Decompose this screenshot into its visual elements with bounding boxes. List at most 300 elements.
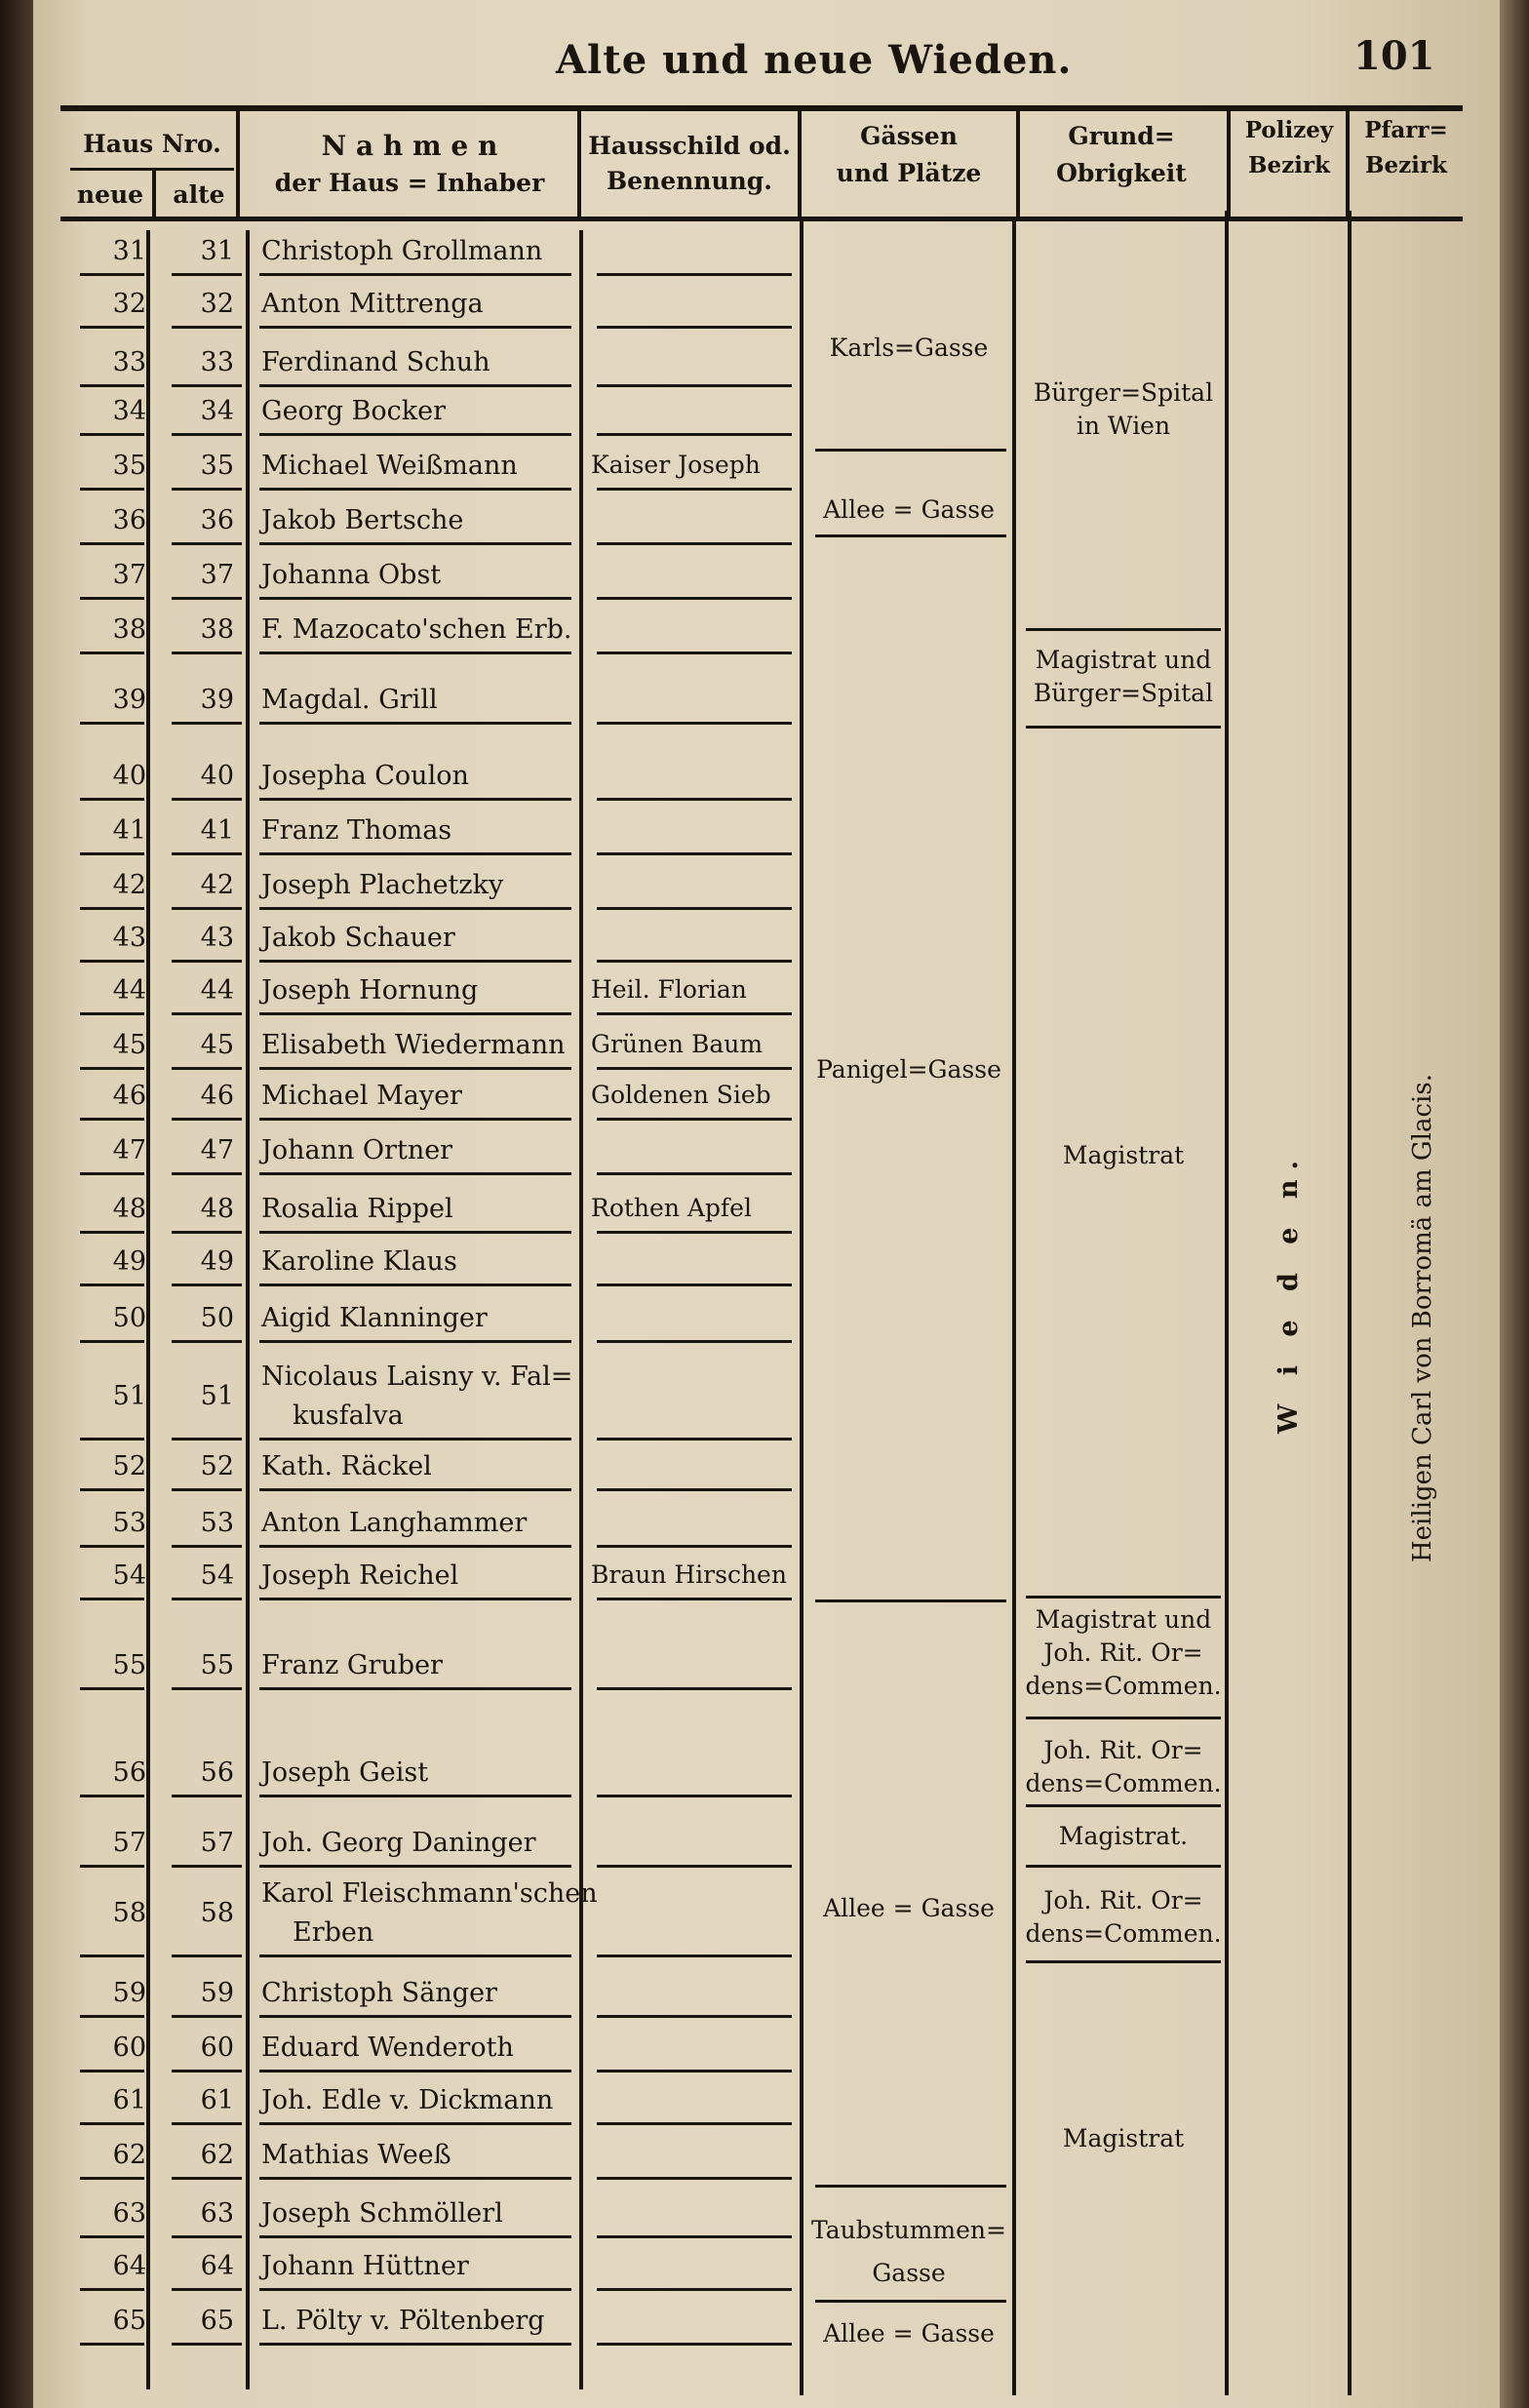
col-line-name [579, 230, 583, 2389]
row-rule-alte [172, 651, 242, 654]
house-number-neue: 48 [112, 1194, 146, 1224]
row-rule-neue [80, 488, 144, 491]
owner-name: Joh. Georg Daninger [261, 1828, 536, 1858]
house-number-neue: 65 [112, 2306, 146, 2336]
house-number-alte: 36 [200, 505, 234, 535]
row-rule-alte [172, 2070, 242, 2072]
house-number-neue: 47 [112, 1135, 146, 1165]
row-rule-neue [80, 2177, 144, 2180]
page-number: 101 [1353, 33, 1435, 79]
owner-name: Mathias Weeß [261, 2140, 451, 2170]
row-rule-alte [172, 1118, 242, 1121]
grund-rule [1026, 1960, 1221, 1963]
col-line-polizey [1348, 211, 1352, 2395]
house-sign: Braun Hirschen [591, 1560, 787, 1589]
row-rule-schild [597, 852, 792, 855]
header-schild: Hausschild od. [588, 132, 791, 160]
house-number-neue: 33 [112, 347, 146, 377]
row-rule-schild [597, 326, 792, 329]
row-rule-schild [597, 651, 792, 654]
row-rule-alte [172, 1340, 242, 1343]
row-rule-alte [172, 1795, 242, 1797]
col-line-gassen [1012, 220, 1016, 2395]
house-number-alte: 58 [200, 1898, 234, 1928]
owner-name: Karoline Klaus [261, 1246, 457, 1277]
row-rule-name [259, 1118, 571, 1121]
grund-label: Magistrat. [1058, 1822, 1189, 1850]
book-spine [0, 0, 33, 2408]
row-rule-neue [80, 1172, 144, 1175]
house-number-alte: 57 [200, 1828, 234, 1858]
house-number-alte: 46 [200, 1081, 234, 1111]
row-rule-schild [597, 1545, 792, 1548]
gasse-rule [815, 2300, 1006, 2303]
hdr-div-4 [798, 111, 802, 218]
row-rule-name [259, 1340, 571, 1343]
row-rule-alte [172, 852, 242, 855]
grund-label: Magistrat [1062, 2124, 1185, 2152]
owner-name: Johann Ortner [261, 1135, 453, 1165]
row-rule-neue [80, 907, 144, 910]
owner-name: Jakob Bertsche [261, 505, 464, 535]
owner-name: Christoph Grollmann [261, 236, 543, 266]
owner-name: Franz Gruber [261, 1650, 443, 1680]
house-number-neue: 57 [112, 1828, 146, 1858]
grund-rule [1026, 1596, 1221, 1599]
row-rule-name [259, 1067, 571, 1070]
row-rule-neue [80, 1545, 144, 1548]
row-rule-schild [597, 2343, 792, 2346]
house-number-alte: 52 [200, 1451, 234, 1481]
row-rule-name [259, 907, 571, 910]
header-bottom-rule [60, 217, 1463, 221]
row-rule-neue [80, 1795, 144, 1797]
row-rule-schild [597, 1118, 792, 1121]
row-rule-alte [172, 960, 242, 963]
row-rule-name [259, 1172, 571, 1175]
gasse-rule [815, 449, 1006, 452]
row-rule-schild [597, 597, 792, 600]
house-number-alte: 31 [200, 236, 234, 266]
row-rule-neue [80, 1283, 144, 1286]
gasse-rule [815, 1599, 1006, 1602]
grund-rule [1026, 1717, 1221, 1719]
owner-name: Karol Fleischmann'schen [261, 1878, 598, 1909]
owner-name: Ferdinand Schuh [261, 347, 490, 377]
grund-label: Magistrat und Bürger=Spital [1033, 646, 1214, 707]
gasse-rule [815, 534, 1006, 537]
row-rule-alte [172, 2177, 242, 2180]
house-number-neue: 38 [112, 614, 146, 645]
owner-name: Joseph Schmöllerl [261, 2198, 503, 2229]
header-grund: Grund= [1068, 122, 1175, 150]
house-number-alte: 51 [200, 1381, 234, 1411]
owner-name: Eduard Wenderoth [261, 2033, 514, 2063]
row-rule-alte [172, 542, 242, 545]
owner-name: Rosalia Rippel [261, 1194, 453, 1224]
gasse-label: Panigel=Gasse [816, 1055, 1001, 1084]
row-rule-name [259, 1488, 571, 1491]
hdr-div-2 [236, 111, 240, 218]
row-rule-alte [172, 1012, 242, 1015]
header-nahmen-sub: der Haus = Inhaber [274, 169, 545, 197]
row-rule-schild [597, 1488, 792, 1491]
row-rule-schild [597, 907, 792, 910]
row-rule-neue [80, 722, 144, 725]
row-rule-name [259, 2235, 571, 2238]
house-number-neue: 46 [112, 1081, 146, 1111]
row-rule-alte [172, 384, 242, 387]
house-number-alte: 64 [200, 2251, 234, 2281]
house-number-neue: 49 [112, 1246, 146, 1277]
owner-name: Georg Bocker [261, 396, 447, 426]
row-rule-alte [172, 597, 242, 600]
house-number-alte: 33 [200, 347, 234, 377]
row-rule-alte [172, 1687, 242, 1690]
page-title: Alte und neue Wieden. [556, 37, 1073, 83]
owner-name: Nicolaus Laisny v. Fal= [261, 1362, 573, 1392]
header-polizey-sub: Bezirk [1248, 152, 1330, 178]
owner-name: Elisabeth Wiedermann [261, 1030, 566, 1060]
row-rule-schild [597, 1598, 792, 1600]
col-line-grund [1225, 211, 1229, 2395]
house-number-alte: 59 [200, 1978, 234, 2008]
house-number-neue: 56 [112, 1757, 146, 1788]
house-number-alte: 50 [200, 1303, 234, 1333]
row-rule-alte [172, 798, 242, 801]
house-number-alte: 56 [200, 1757, 234, 1788]
row-rule-alte [172, 433, 242, 436]
owner-name: Michael Mayer [261, 1081, 462, 1111]
row-rule-alte [172, 1545, 242, 1548]
house-sign: Heil. Florian [591, 975, 747, 1004]
pfarr-bezirk-text: Heiligen Carl von Borromä am Glacis. [1408, 1074, 1437, 1562]
row-rule-alte [172, 326, 242, 329]
row-rule-schild [597, 1067, 792, 1070]
header-gassen: Gässen [860, 122, 958, 150]
house-number-neue: 32 [112, 289, 146, 319]
header-alte: alte [173, 180, 225, 209]
row-rule-name [259, 1598, 571, 1600]
owner-name-cont: Erben [293, 1917, 374, 1948]
grund-label: Joh. Rit. Or= dens=Commen. [1025, 1886, 1222, 1948]
house-number-alte: 65 [200, 2306, 234, 2336]
row-rule-neue [80, 2015, 144, 2018]
row-rule-name [259, 2122, 571, 2125]
row-rule-schild [597, 2070, 792, 2072]
grund-rule [1026, 1804, 1221, 1807]
row-rule-alte [172, 907, 242, 910]
row-rule-name [259, 1954, 571, 1957]
header-neue: neue [76, 180, 144, 209]
row-rule-alte [172, 722, 242, 725]
house-number-alte: 41 [200, 815, 234, 846]
house-number-alte: 40 [200, 761, 234, 791]
row-rule-alte [172, 2122, 242, 2125]
house-number-alte: 61 [200, 2085, 234, 2115]
gasse-label: Allee = Gasse [823, 495, 995, 524]
house-number-alte: 34 [200, 396, 234, 426]
col-line-alte [246, 230, 250, 2389]
house-number-neue: 53 [112, 1508, 146, 1538]
house-number-neue: 44 [112, 975, 146, 1006]
house-number-alte: 54 [200, 1560, 234, 1591]
grund-rule [1026, 628, 1221, 631]
grund-label: Magistrat [1062, 1141, 1185, 1169]
row-rule-alte [172, 1172, 242, 1175]
row-rule-alte [172, 1598, 242, 1600]
row-rule-name [259, 852, 571, 855]
header-gassen-sub: und Plätze [836, 159, 982, 187]
row-rule-name [259, 273, 571, 276]
gasse-label: Karls=Gasse [829, 334, 989, 362]
house-number-neue: 63 [112, 2198, 146, 2229]
row-rule-neue [80, 1598, 144, 1600]
row-rule-schild [597, 722, 792, 725]
row-rule-name [259, 1438, 571, 1441]
row-rule-schild [597, 542, 792, 545]
row-rule-name [259, 2015, 571, 2018]
owner-name: Jakob Schauer [261, 923, 455, 953]
row-rule-neue [80, 798, 144, 801]
row-rule-schild [597, 384, 792, 387]
polizey-bezirk-text: W i e d e n. [1274, 1151, 1304, 1434]
header-nahmen: N a h m e n [321, 130, 498, 162]
house-number-neue: 45 [112, 1030, 146, 1060]
owner-name: Anton Langhammer [261, 1508, 528, 1538]
row-rule-neue [80, 2235, 144, 2238]
row-rule-alte [172, 273, 242, 276]
owner-name: Franz Thomas [261, 815, 452, 846]
house-number-alte: 42 [200, 870, 234, 900]
row-rule-name [259, 384, 571, 387]
gasse-label: Taubstummen= Gasse [811, 2216, 1006, 2287]
row-rule-schild [597, 1012, 792, 1015]
row-rule-name [259, 798, 571, 801]
house-number-neue: 35 [112, 451, 146, 481]
book-edge [1500, 0, 1529, 2408]
row-rule-neue [80, 852, 144, 855]
col-line-schild [800, 220, 804, 2395]
house-number-neue: 51 [112, 1381, 146, 1411]
row-rule-name [259, 488, 571, 491]
row-rule-schild [597, 1954, 792, 1957]
row-rule-neue [80, 1067, 144, 1070]
row-rule-neue [80, 384, 144, 387]
grund-rule [1026, 1865, 1221, 1868]
row-rule-alte [172, 1488, 242, 1491]
house-number-alte: 55 [200, 1650, 234, 1680]
hdr-div-5 [1016, 111, 1020, 218]
house-number-neue: 59 [112, 1978, 146, 2008]
owner-name: Christoph Sänger [261, 1978, 497, 2008]
house-number-alte: 38 [200, 614, 234, 645]
hdr-div-7 [1346, 111, 1350, 218]
row-rule-neue [80, 2122, 144, 2125]
row-rule-name [259, 542, 571, 545]
hdr-div-3 [577, 111, 581, 218]
row-rule-neue [80, 273, 144, 276]
row-rule-schild [597, 1795, 792, 1797]
hdr-div-1 [152, 168, 156, 218]
row-rule-neue [80, 326, 144, 329]
row-rule-name [259, 651, 571, 654]
row-rule-neue [80, 1231, 144, 1234]
row-rule-name [259, 1545, 571, 1548]
row-rule-neue [80, 597, 144, 600]
row-rule-schild [597, 433, 792, 436]
row-rule-neue [80, 433, 144, 436]
owner-name: Joseph Hornung [261, 975, 479, 1006]
owner-name: Aigid Klanninger [261, 1303, 488, 1333]
row-rule-alte [172, 2288, 242, 2291]
row-rule-schild [597, 2235, 792, 2238]
row-rule-name [259, 2070, 571, 2072]
house-sign: Kaiser Joseph [591, 451, 761, 479]
grund-label: Magistrat und Joh. Rit. Or= dens=Commen. [1025, 1605, 1222, 1700]
row-rule-alte [172, 2015, 242, 2018]
owner-name: Michael Weißmann [261, 451, 518, 481]
row-rule-name [259, 1687, 571, 1690]
row-rule-schild [597, 273, 792, 276]
gasse-rule [815, 2185, 1006, 2188]
row-rule-neue [80, 960, 144, 963]
row-rule-schild [597, 2288, 792, 2291]
house-number-neue: 61 [112, 2085, 146, 2115]
owner-name: Magdal. Grill [261, 685, 438, 715]
row-rule-schild [597, 1865, 792, 1868]
house-number-neue: 34 [112, 396, 146, 426]
row-rule-neue [80, 651, 144, 654]
owner-name: Joseph Reichel [261, 1560, 459, 1591]
house-number-neue: 37 [112, 560, 146, 590]
row-rule-name [259, 2288, 571, 2291]
house-number-alte: 44 [200, 975, 234, 1006]
house-number-alte: 63 [200, 2198, 234, 2229]
house-number-neue: 55 [112, 1650, 146, 1680]
header-schild-sub: Benennung. [606, 167, 772, 195]
row-rule-neue [80, 2070, 144, 2072]
house-number-neue: 60 [112, 2033, 146, 2063]
row-rule-neue [80, 1954, 144, 1957]
row-rule-name [259, 1012, 571, 1015]
row-rule-neue [80, 1012, 144, 1015]
header-polizey: Polizey [1244, 117, 1334, 143]
row-rule-alte [172, 1954, 242, 1957]
house-number-alte: 62 [200, 2140, 234, 2170]
row-rule-neue [80, 1438, 144, 1441]
house-number-neue: 43 [112, 923, 146, 953]
row-rule-name [259, 326, 571, 329]
grund-label: Joh. Rit. Or= dens=Commen. [1025, 1736, 1222, 1797]
row-rule-schild [597, 1283, 792, 1286]
row-rule-neue [80, 542, 144, 545]
row-rule-schild [597, 1438, 792, 1441]
house-number-alte: 32 [200, 289, 234, 319]
row-rule-schild [597, 2122, 792, 2125]
row-rule-name [259, 2177, 571, 2180]
row-rule-name [259, 722, 571, 725]
house-number-neue: 52 [112, 1451, 146, 1481]
header-grund-sub: Obrigkeit [1056, 159, 1187, 187]
row-rule-neue [80, 1687, 144, 1690]
owner-name: Kath. Räckel [261, 1451, 432, 1481]
row-rule-alte [172, 1865, 242, 1868]
house-sign: Grünen Baum [591, 1030, 764, 1058]
owner-name: L. Pölty v. Pöltenberg [261, 2306, 545, 2336]
row-rule-schild [597, 798, 792, 801]
row-rule-alte [172, 1231, 242, 1234]
house-sign: Rothen Apfel [591, 1194, 752, 1222]
house-number-alte: 35 [200, 451, 234, 481]
house-number-alte: 45 [200, 1030, 234, 1060]
house-sign: Goldenen Sieb [591, 1081, 771, 1109]
row-rule-schild [597, 960, 792, 963]
house-number-neue: 62 [112, 2140, 146, 2170]
header-pfarr: Pfarr= [1364, 117, 1448, 143]
row-rule-alte [172, 2235, 242, 2238]
grund-label: Bürger=Spital in Wien [1033, 378, 1214, 440]
row-rule-neue [80, 1340, 144, 1343]
row-rule-schild [597, 2015, 792, 2018]
header-top-rule [60, 105, 1463, 111]
house-number-alte: 48 [200, 1194, 234, 1224]
row-rule-name [259, 433, 571, 436]
house-number-neue: 50 [112, 1303, 146, 1333]
house-number-alte: 43 [200, 923, 234, 953]
house-number-neue: 58 [112, 1898, 146, 1928]
owner-name: Josepha Coulon [261, 761, 469, 791]
owner-name: Joseph Plachetzky [261, 870, 504, 900]
owner-name-cont: kusfalva [293, 1401, 404, 1431]
house-number-alte: 60 [200, 2033, 234, 2063]
col-line-neue [146, 230, 150, 2389]
owner-name: Joh. Edle v. Dickmann [261, 2085, 554, 2115]
row-rule-neue [80, 1118, 144, 1121]
house-number-neue: 54 [112, 1560, 146, 1591]
owner-name: Joseph Geist [261, 1757, 429, 1788]
owner-name: Anton Mittrenga [261, 289, 484, 319]
house-number-neue: 39 [112, 685, 146, 715]
row-rule-alte [172, 2343, 242, 2346]
row-rule-alte [172, 1438, 242, 1441]
header-haus-nro: Haus Nro. [83, 130, 221, 158]
row-rule-schild [597, 1340, 792, 1343]
row-rule-schild [597, 1231, 792, 1234]
row-rule-neue [80, 2343, 144, 2346]
row-rule-name [259, 960, 571, 963]
row-rule-neue [80, 2288, 144, 2291]
house-number-neue: 31 [112, 236, 146, 266]
row-rule-name [259, 1795, 571, 1797]
house-number-neue: 36 [112, 505, 146, 535]
house-number-alte: 47 [200, 1135, 234, 1165]
row-rule-schild [597, 488, 792, 491]
house-number-alte: 53 [200, 1508, 234, 1538]
house-number-alte: 49 [200, 1246, 234, 1277]
row-rule-name [259, 597, 571, 600]
row-rule-name [259, 1283, 571, 1286]
row-rule-schild [597, 2177, 792, 2180]
owner-name: F. Mazocato'schen Erb. [261, 614, 572, 645]
row-rule-neue [80, 1865, 144, 1868]
house-number-alte: 39 [200, 685, 234, 715]
grund-rule [1026, 726, 1221, 729]
row-rule-schild [597, 1172, 792, 1175]
gasse-label: Allee = Gasse [823, 1894, 995, 1922]
row-rule-name [259, 1231, 571, 1234]
row-rule-name [259, 2343, 571, 2346]
